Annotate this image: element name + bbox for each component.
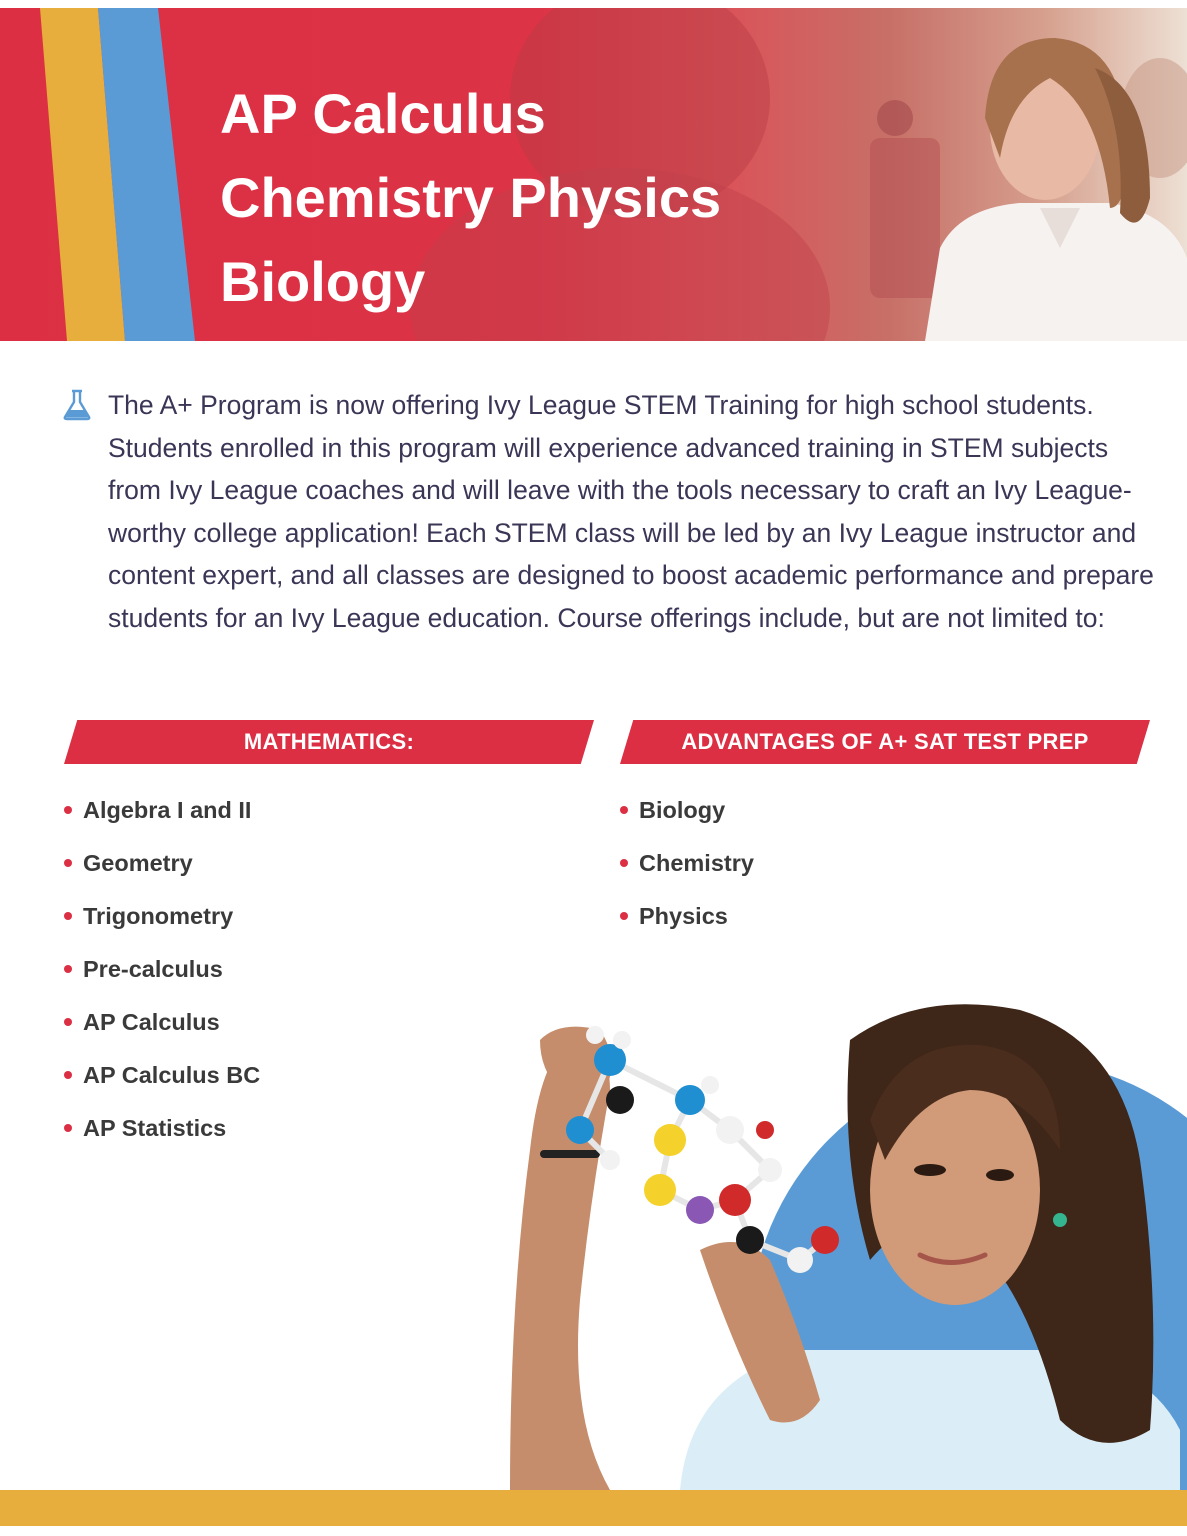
footer-bar (0, 1490, 1187, 1526)
mathematics-header (64, 720, 594, 764)
list-item: Geometry (64, 846, 260, 899)
list-item: AP Calculus BC (64, 1058, 260, 1111)
list-item: Pre-calculus (64, 952, 260, 1005)
list-item: Biology (620, 793, 754, 846)
list-item: Physics (620, 899, 754, 952)
list-item: AP Calculus (64, 1005, 260, 1058)
advantages-list (620, 793, 754, 952)
list-item: Trigonometry (64, 899, 260, 952)
advantages-header-label: ADVANTAGES OF A+ SAT TEST PREP (681, 729, 1089, 754)
mathematics-list (64, 793, 260, 1164)
header-banner (0, 8, 1187, 341)
flask-icon (60, 388, 94, 422)
advantages-header (620, 720, 1150, 764)
intro-paragraph: The A+ Program is now offering Ivy League STEM Training for high school students. Students enrolled in this program will experience advanced training in STEM subjects from Ivy League coaches and will leave with the tools necessary to craft an Ivy League-worthy college application! Each STEM class will be led by an Ivy League instructor and content expert, and all classes are designed to boost academic performance and prepare students for an Ivy League education. Course offerings include, but are not limited to: (108, 390, 1154, 633)
banner-title (220, 72, 840, 324)
list-item: Chemistry (620, 846, 754, 899)
list-item: Algebra I and II (64, 793, 260, 846)
banner-stripes (0, 8, 200, 341)
list-item: AP Statistics (64, 1111, 260, 1164)
student-molecule-photo (500, 1000, 1187, 1490)
title-line-3: Biology (220, 250, 426, 313)
mathematics-header-label: MATHEMATICS: (243, 729, 415, 754)
title-line-1: AP Calculus (220, 82, 546, 145)
title-line-2: Chemistry Physics (220, 166, 722, 229)
